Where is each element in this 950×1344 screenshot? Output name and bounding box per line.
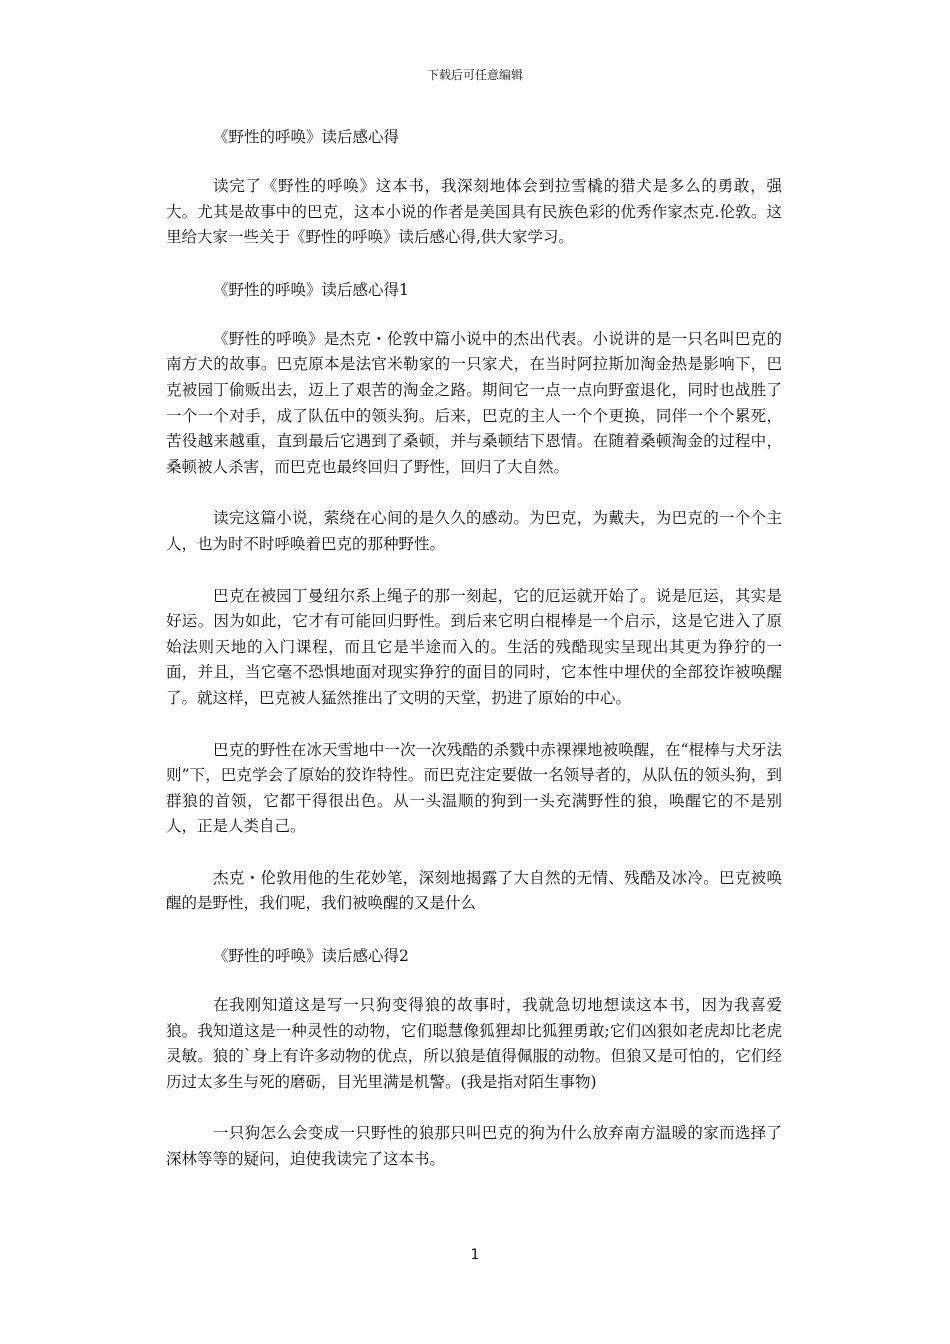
- document-body: [166, 124, 782, 1199]
- section-2-paragraph: 在我刚知道这是写一只狗变得狼的故事时，我就急切地想读这本书，因为我喜爱狼。我知道这是一种灵性的动物，它们聪慧像狐狸却比狐狸勇敢;它们凶狠如老虎却比老虎灵敏。狼的`身上有许多动物的优点，所以狼是值得佩服的动物。但狼又是可怕的，它们经历过太多生与死的磨砺，目光里满是机警。(我是指对陌生事物): [166, 996, 782, 1091]
- intro-paragraph: 读完了《野性的呼唤》这本书，我深刻地体会到拉雪橇的猎犬是多么的勇敢，强大。尤其是故事中的巴克，这本小说的作者是美国具有民族色彩的优秀作家杰克.伦敦。这里给大家一些关于《野性的呼唤》读后感心得,供大家学习。: [166, 177, 782, 247]
- section-1-paragraph: 巴克在被园丁曼纽尔系上绳子的那一刻起，它的厄运就开始了。说是厄运，其实是好运。因为如此，它才有可能回归野性。到后来它明白棍棒是一个启示，这是它进入了原始法则天地的入门课程，而且它是半途而入的。生活的残酷现实呈现出其更为狰狞的一面，并且，当它毫不恐惧地面对现实狰狞的面目的同时，它本性中埋伏的全部狡诈被唤醒了。就这样，巴克被人猛然推出了文明的天堂，扔进了原始的中心。: [166, 586, 782, 707]
- section-2-heading: 《野性的呼唤》读后感心得2: [213, 947, 409, 966]
- section-2-paragraph: 一只狗怎么会变成一只野性的狼那只叫巴克的狗为什么放弃南方温暖的家而选择了深林等等的疑问，迫使我读完了这本书。: [166, 1124, 782, 1169]
- section-1-heading: 《野性的呼唤》读后感心得1: [213, 280, 409, 299]
- section-1-paragraph: 巴克的野性在冰天雪地中一次一次残酷的杀戮中赤裸裸地被唤醒，在“棍棒与犬牙法则”下，巴克学会了原始的狡诈特性。而巴克注定要做一名领导者的，从队伍的领头狗，到群狼的首领，它都干得很出色。从一头温顺的狗到一头充满野性的狼，唤醒它的不是别人，正是人类自己。: [166, 740, 782, 836]
- section-1-paragraph: 《野性的呼唤》是杰克・伦敦中篇小说中的杰出代表。小说讲的是一只名叫巴克的南方犬的故事。巴克原本是法官米勒家的一只家犬，在当时阿拉斯加淘金热是影响下，巴克被园丁偷贩出去，迈上了艰苦的淘金之路。期间它一点一点向野蛮退化，同时也战胜了一个一个对手，成了队伍中的领头狗。后来，巴克的主人一个个更换，同伴一个个累死，苦役越来越重，直到最后它遇到了桑顿，并与桑顿结下恩情。在随着桑顿淘金的过程中，桑顿被人杀害，而巴克也最终回归了野性，回归了大自然。: [166, 329, 782, 476]
- header-note: 下载后可任意编辑: [426, 68, 523, 82]
- section-1-paragraph: 读完这篇小说，萦绕在心间的是久久的感动。为巴克，为戴夫，为巴克的一个个主人，也为时不时呼唤着巴克的那种野性。: [166, 509, 782, 553]
- page-number: 1: [470, 1247, 480, 1263]
- section-1-paragraph: 杰克・伦敦用他的生花妙笔，深刻地揭露了大自然的无情、残酷及冰冷。巴克被唤醒的是野性，我们呢，我们被唤醒的又是什么: [166, 868, 782, 913]
- document-title: 《野性的呼唤》读后感心得: [213, 128, 400, 146]
